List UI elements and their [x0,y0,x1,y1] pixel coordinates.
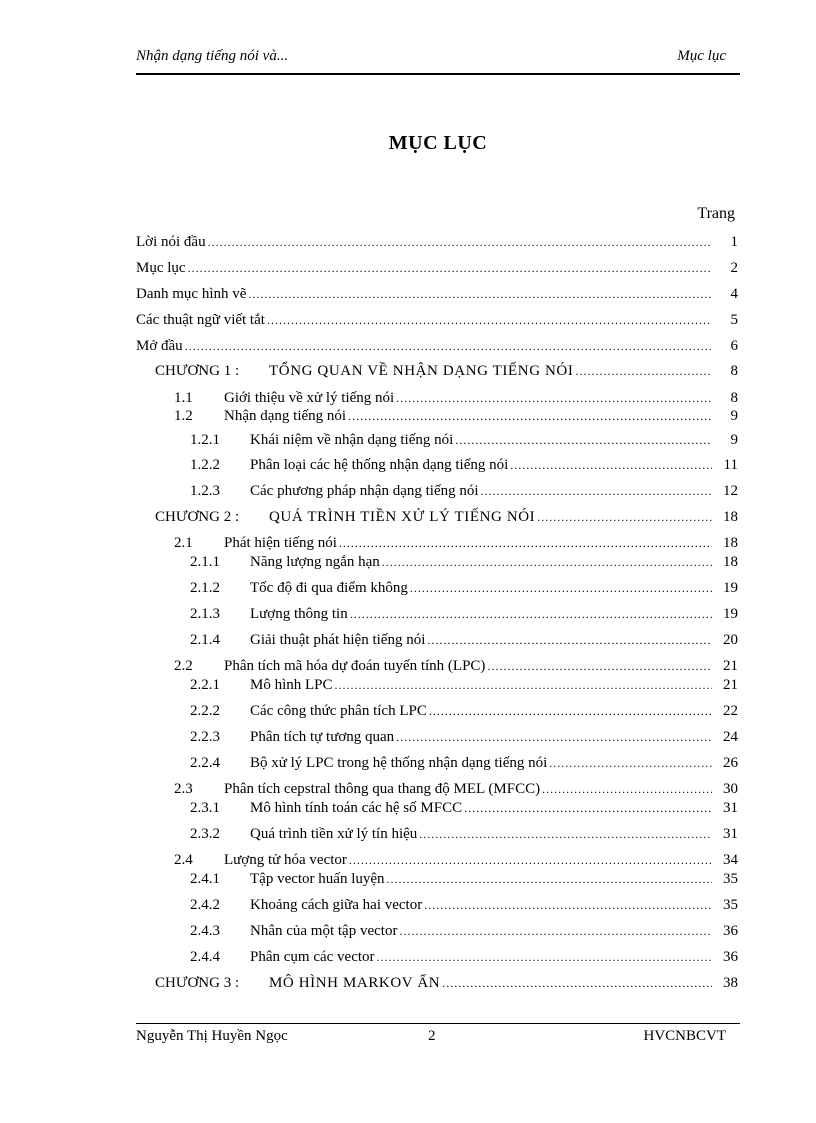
toc-entry [190,726,738,748]
toc-dot-leader [396,726,712,748]
toc-entry-page: 36 [723,949,738,965]
toc-entry-title: Danh mục hình vẽ [136,286,247,302]
toc-entry-page: 19 [723,580,738,596]
toc-entry [190,603,738,625]
toc-dot-leader [464,797,712,819]
toc-entry [190,674,738,696]
toc-entry-title: Tốc độ đi qua điểm không [250,580,408,596]
toc-dot-leader [377,946,712,968]
toc-entry-page: 26 [723,755,738,771]
toc-entry-number: 1.2.3 [190,483,220,499]
toc-dot-leader [382,551,712,573]
toc-entry-title: Nhân của một tập vector [250,923,398,939]
toc-entry-page: 1 [730,234,738,250]
toc-entry-title: Phân tích tự tương quan [250,729,395,745]
toc-entry [190,577,738,599]
toc-dot-leader [442,972,712,994]
toc-entry-page: 21 [723,658,738,674]
toc-dot-leader [399,920,712,942]
toc-entry-title: Lời nói đầu [136,234,206,250]
toc-entry-page: 35 [723,871,738,887]
toc-entry-page: 12 [723,483,738,499]
toc-entry-number: 2.2.3 [190,729,220,745]
toc-entry-title: Giới thiệu về xử lý tiếng nói [224,390,395,406]
toc-entry-number: 2.1.2 [190,580,220,596]
toc-entry-number: 2.4.1 [190,871,220,887]
toc-entry [190,429,738,451]
toc-entry-title: Phân tích mã hóa dự đoán tuyến tính (LPC) [224,658,486,674]
toc-entry-number: 2.1.3 [190,606,220,622]
toc-entry-number: 2.4.2 [190,897,220,913]
page-title: MỤC LỤC [388,132,488,154]
toc-dot-leader [575,360,712,382]
toc-entry [190,629,738,651]
toc-entry-title: Năng lượng ngắn hạn [250,554,380,570]
toc-entry-page: 35 [723,897,738,913]
toc-dot-leader [348,405,712,427]
header-section-name: Mục lục [677,48,726,64]
toc-entry-title: Phân cụm các vector [250,949,375,965]
toc-entry-number: 2.3 [174,781,193,797]
toc-entry [190,894,738,916]
toc-entry-title: Nhận dạng tiếng nói [224,408,347,424]
toc-entry-number: CHƯƠNG 3 : [155,975,240,991]
toc-entry-number: 2.1.4 [190,632,220,648]
toc-entry-title: QUÁ TRÌNH TIỀN XỬ LÝ TIẾNG NÓI [269,509,536,525]
toc-entry [190,700,738,722]
footer-rule [136,1023,740,1024]
toc-entry-title: Các công thức phân tích LPC [250,703,427,719]
toc-entry-page: 22 [723,703,738,719]
toc-entry-page: 5 [730,312,738,328]
toc-entry-number: 2.4.3 [190,923,220,939]
toc-entry [136,309,738,331]
footer-author: Nguyễn Thị Huyền Ngọc [136,1028,288,1044]
toc-entry-title: Các phương pháp nhận dạng tiếng nói [250,483,479,499]
toc-entry-title: Mô hình tính toán các hệ số MFCC [250,800,463,816]
toc-entry-page: 24 [723,729,738,745]
toc-entry-page: 34 [723,852,738,868]
toc-dot-leader [510,454,712,476]
toc-entry [190,946,738,968]
toc-entry-page: 19 [723,606,738,622]
toc-entry-title: Phân loại các hệ thống nhận dạng tiếng nói [250,457,509,473]
toc-entry-page: 21 [723,677,738,693]
toc-entry-title: Mục lục [136,260,186,276]
toc-entry-page: 8 [730,390,738,406]
toc-entry-title: Mở đầu [136,338,183,354]
toc-entry [155,972,738,994]
toc-dot-leader [188,257,712,279]
toc-entry-page: 30 [723,781,738,797]
toc-dot-leader [248,283,712,305]
toc-entry-page: 36 [723,923,738,939]
toc-entry-title: Bộ xử lý LPC trong hệ thống nhận dạng tiếng nói [250,755,548,771]
page-footer [136,1028,740,1050]
toc-dot-leader [424,894,712,916]
toc-dot-leader [429,700,712,722]
toc-entry-title: Lượng tử hóa vector [224,852,347,868]
toc-entry-page: 9 [730,432,738,448]
toc-entry-number: 2.4 [174,852,193,868]
toc-entry-title: Lượng thông tin [250,606,348,622]
toc-dot-leader [208,231,712,253]
toc-entry [136,283,738,305]
toc-entry-number: 1.2 [174,408,193,424]
toc-entry-page: 18 [723,554,738,570]
toc-entry [190,823,738,845]
toc-entry-number: 2.1 [174,535,193,551]
toc-entry-page: 4 [730,286,738,302]
toc-entry [190,752,738,774]
toc-entry-title: Quá trình tiền xử lý tín hiệu [250,826,418,842]
toc-entry-number: 1.1 [174,390,193,406]
toc-entry [190,797,738,819]
toc-entry-number: CHƯƠNG 2 : [155,509,240,525]
toc-entry-title: Phân tích cepstral thông qua thang độ MEL (MFCC) [224,781,541,797]
toc-entry-number: CHƯƠNG 1 : [155,363,240,379]
toc-entry-number: 2.2.4 [190,755,220,771]
toc-entry-title: TỔNG QUAN VỀ NHẬN DẠNG TIẾNG NÓI [269,363,574,379]
toc-entry [155,360,738,382]
toc-entry-number: 2.2.1 [190,677,220,693]
toc-entry-page: 6 [730,338,738,354]
toc-entry-number: 2.3.1 [190,800,220,816]
toc-entry [190,920,738,942]
footer-institution: HVCNBCVT [643,1028,726,1044]
toc-entry [136,335,738,357]
toc-dot-leader [185,335,712,357]
toc-entry [190,551,738,573]
toc-entry-number: 2.3.2 [190,826,220,842]
toc-entry-page: 31 [723,800,738,816]
toc-dot-leader [427,629,712,651]
toc-entry-title: MÔ HÌNH MARKOV ẨN [269,975,441,991]
toc-entry-number: 2.1.1 [190,554,220,570]
footer-page-number: 2 [428,1028,436,1044]
toc-entry [190,454,738,476]
toc-entry-page: 38 [723,975,738,991]
toc-dot-leader [481,480,712,502]
toc-entry-page: 8 [730,363,738,379]
toc-entry-title: Giải thuật phát hiện tiếng nói [250,632,426,648]
toc-dot-leader [410,577,712,599]
toc-dot-leader [335,674,712,696]
toc-entry [190,480,738,502]
page-column-label: Trang [697,205,735,222]
toc-entry-title: Khái niệm về nhận dạng tiếng nói [250,432,454,448]
toc-dot-leader [419,823,712,845]
toc-entry-page: 31 [723,826,738,842]
toc-entry-title: Mô hình LPC [250,677,333,693]
toc-entry [174,405,738,427]
toc-entry-page: 20 [723,632,738,648]
toc-dot-leader [387,868,712,890]
toc-dot-leader [549,752,712,774]
toc-entry [136,231,738,253]
toc-dot-leader [350,603,712,625]
toc-entry [190,868,738,890]
toc-entry [155,506,738,528]
toc-entry-number: 2.2.2 [190,703,220,719]
toc-entry-page: 2 [730,260,738,276]
toc-dot-leader [455,429,712,451]
toc-entry-number: 1.2.2 [190,457,220,473]
toc-entry-page: 18 [723,509,738,525]
toc-entry-page: 11 [723,457,738,473]
toc-entry-page: 9 [730,408,738,424]
toc-entry-title: Các thuật ngữ viết tắt [136,312,265,328]
toc-entry-title: Khoảng cách giữa hai vector [250,897,423,913]
toc-entry [136,257,738,279]
header-document-title: Nhận dạng tiếng nói và... [136,48,289,64]
toc-entry-page: 18 [723,535,738,551]
toc-entry-title: Tập vector huấn luyện [250,871,385,887]
toc-dot-leader [537,506,712,528]
toc-dot-leader [267,309,712,331]
toc-entry-number: 2.4.4 [190,949,220,965]
toc-entry-number: 1.2.1 [190,432,220,448]
toc-entry-title: Phát hiện tiếng nói [224,535,337,551]
toc-entry-number: 2.2 [174,658,193,674]
